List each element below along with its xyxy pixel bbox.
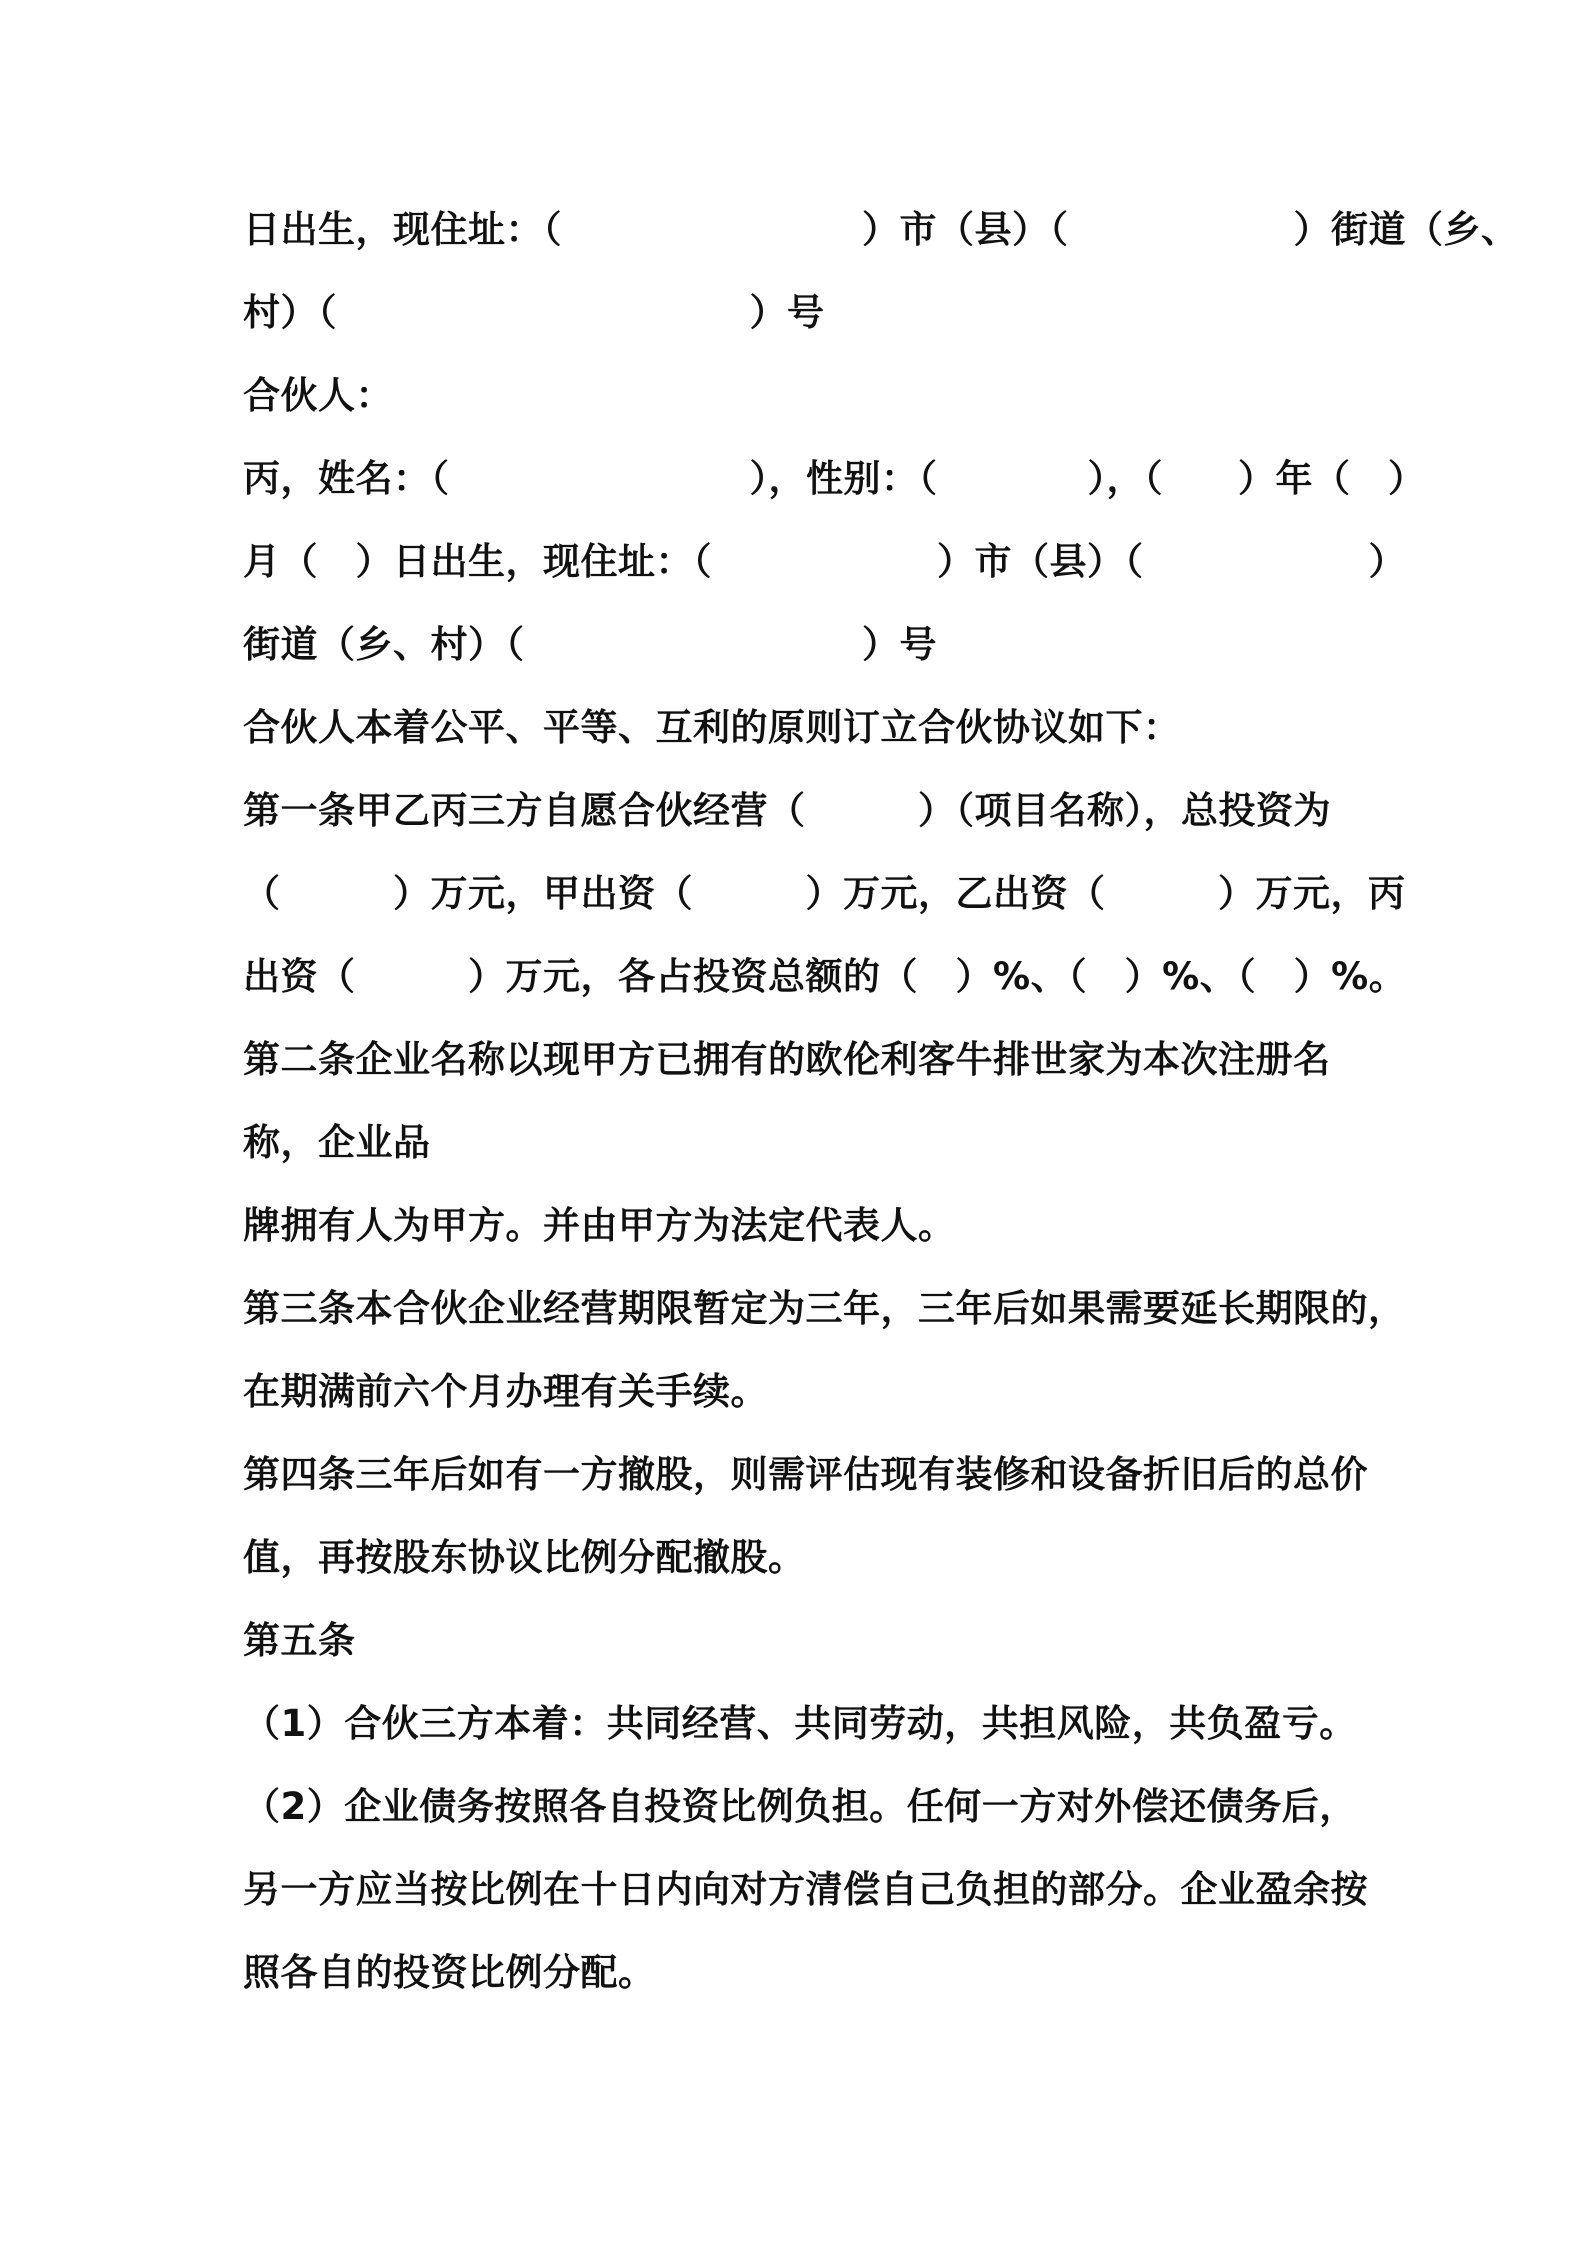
text-line-article-4b: 值，再按股东协议比例分配撤股。 (243, 1536, 806, 1579)
text-line-article-1a: 第一条甲乙丙三方自愿合伙经营（ ）（项目名称），总投资为 (243, 789, 1331, 832)
text-line-partners-heading: 合伙人： (243, 374, 393, 417)
text-line-address-1: 日出生，现住址：（ ）市（县）（ ）街道（乡、 (243, 208, 1519, 251)
text-line-article-4a: 第四条三年后如有一方撤股，则需评估现有装修和设备折旧后的总价 (243, 1453, 1368, 1496)
text-line-address-2: 村）（ ）号 (243, 291, 825, 334)
text-line-article-5-item-2c: 照各自的投资比例分配。 (243, 1951, 656, 1994)
text-line-article-2a: 第二条企业名称以现甲方已拥有的欧伦利客牛排世家为本次注册名 (243, 1038, 1331, 1081)
text-line-article-5-item-2b: 另一方应当按比例在十日内向对方清偿自己负担的部分。企业盈余按 (243, 1868, 1368, 1911)
text-line-article-5-item-1: （1）合伙三方本着：共同经营、共同劳动，共担风险，共负盈亏。 (243, 1702, 1357, 1745)
text-line-article-1b: （ ）万元，甲出资（ ）万元，乙出资（ ）万元，丙 (243, 872, 1406, 915)
text-line-article-3b: 在期满前六个月办理有关手续。 (243, 1370, 768, 1413)
text-line-article-3a: 第三条本合伙企业经营期限暂定为三年，三年后如果需要延长期限的， (243, 1287, 1406, 1330)
text-line-preamble: 合伙人本着公平、平等、互利的原则订立合伙协议如下： (243, 706, 1181, 749)
text-line-article-2c: 牌拥有人为甲方。并由甲方为法定代表人。 (243, 1204, 956, 1247)
text-line-article-1c: 出资（ ）万元，各占投资总额的（ ）%、（ ）%、（ ）%。 (243, 955, 1407, 998)
text-line-partner-c-name: 丙，姓名：（ ），性别：（ ），（ ）年（ ） (243, 457, 1426, 500)
text-line-partner-c-birth: 月（ ）日出生，现住址：（ ）市（县）（ ） (243, 540, 1406, 583)
text-line-article-2b: 称，企业品 (243, 1121, 431, 1164)
text-line-article-5-heading: 第五条 (243, 1619, 356, 1662)
text-line-partner-c-street: 街道（乡、村）（ ）号 (243, 623, 937, 666)
text-line-article-5-item-2a: （2）企业债务按照各自投资比例负担。任何一方对外偿还债务后， (243, 1785, 1357, 1828)
